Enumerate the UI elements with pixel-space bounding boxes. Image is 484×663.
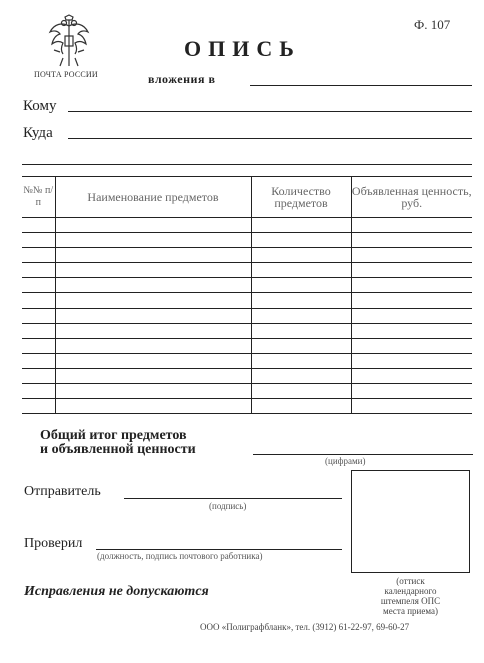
- table-row: [22, 323, 472, 338]
- total-field[interactable]: [253, 454, 473, 455]
- table-row: [22, 308, 472, 323]
- cell-quantity[interactable]: [251, 278, 351, 293]
- sender-label: Отправитель: [24, 484, 101, 499]
- stamp-caption-line-1: (оттиск: [396, 576, 425, 586]
- cell-item-name[interactable]: [55, 338, 251, 353]
- cell-declared-value[interactable]: [351, 233, 472, 248]
- checked-caption: (должность, подпись почтового работника): [97, 551, 263, 561]
- table-row: [22, 218, 472, 233]
- cell-declared-value[interactable]: [351, 293, 472, 308]
- table-header-row: [22, 177, 472, 218]
- cell-item-name[interactable]: [55, 308, 251, 323]
- cell-declared-value[interactable]: [351, 248, 472, 263]
- russia-double-headed-eagle-icon: [44, 14, 94, 68]
- cell-number[interactable]: [22, 323, 55, 338]
- cell-quantity[interactable]: [251, 263, 351, 278]
- sender-caption: (подпись): [209, 501, 247, 511]
- cell-item-name[interactable]: [55, 384, 251, 399]
- table-row: [22, 278, 472, 293]
- cell-quantity[interactable]: [251, 338, 351, 353]
- stamp-caption: [351, 576, 470, 616]
- stamp-caption-line-3: штемпеля ОПС: [380, 596, 441, 606]
- cell-item-name[interactable]: [55, 293, 251, 308]
- printer-credit: ООО «Полиграфбланк», тел. (3912) 61-22-97, 69-60-27: [200, 622, 410, 632]
- page-title: ОПИСЬ: [184, 36, 301, 61]
- cell-item-name[interactable]: [55, 368, 251, 383]
- cell-item-name[interactable]: [55, 263, 251, 278]
- cell-declared-value[interactable]: [351, 218, 472, 233]
- table-row: [22, 293, 472, 308]
- cell-number[interactable]: [22, 353, 55, 368]
- table-row: [22, 248, 472, 263]
- cell-number[interactable]: [22, 278, 55, 293]
- table-row: [22, 353, 472, 368]
- cell-declared-value[interactable]: [351, 323, 472, 338]
- cell-number[interactable]: [22, 384, 55, 399]
- post-label: ПОЧТА РОССИИ: [34, 70, 98, 79]
- table-row: [22, 338, 472, 353]
- where-field-line-2[interactable]: [22, 164, 472, 165]
- total-caption: (цифрами): [325, 456, 366, 466]
- cell-quantity[interactable]: [251, 368, 351, 383]
- total-label-line-2: и объявленной ценности: [40, 442, 196, 457]
- cell-number[interactable]: [22, 368, 55, 383]
- cell-number[interactable]: [22, 218, 55, 233]
- column-header-declared-value: Объявленная ценность, руб.: [351, 177, 472, 218]
- total-label-line-1: Общий итог предметов: [40, 428, 187, 443]
- cell-item-name[interactable]: [55, 353, 251, 368]
- cell-declared-value[interactable]: [351, 368, 472, 383]
- cell-number[interactable]: [22, 338, 55, 353]
- total-label: [40, 429, 196, 457]
- cell-declared-value[interactable]: [351, 278, 472, 293]
- cell-quantity[interactable]: [251, 233, 351, 248]
- table-row: [22, 384, 472, 399]
- table-row: [22, 233, 472, 248]
- table-row: [22, 399, 472, 414]
- where-field[interactable]: [68, 138, 472, 139]
- cell-quantity[interactable]: [251, 308, 351, 323]
- cell-declared-value[interactable]: [351, 338, 472, 353]
- cell-declared-value[interactable]: [351, 353, 472, 368]
- cell-item-name[interactable]: [55, 233, 251, 248]
- to-label: Кому: [23, 98, 57, 114]
- to-field[interactable]: [68, 111, 472, 112]
- cell-quantity[interactable]: [251, 384, 351, 399]
- cell-item-name[interactable]: [55, 323, 251, 338]
- inventory-table: [22, 176, 472, 414]
- column-header-item-name: Наименование предметов: [55, 177, 251, 218]
- cell-declared-value[interactable]: [351, 384, 472, 399]
- postmark-stamp-box: [351, 470, 470, 573]
- cell-quantity[interactable]: [251, 399, 351, 414]
- where-label: Куда: [23, 125, 53, 141]
- cell-quantity[interactable]: [251, 353, 351, 368]
- cell-number[interactable]: [22, 263, 55, 278]
- checked-signature-field[interactable]: [96, 549, 342, 550]
- column-header-number: №№ п/п: [22, 177, 55, 218]
- sender-signature-field[interactable]: [124, 498, 342, 499]
- cell-number[interactable]: [22, 248, 55, 263]
- cell-item-name[interactable]: [55, 248, 251, 263]
- cell-item-name[interactable]: [55, 218, 251, 233]
- stamp-caption-line-2: календарного: [384, 586, 437, 596]
- cell-number[interactable]: [22, 233, 55, 248]
- cell-number[interactable]: [22, 308, 55, 323]
- checked-label: Проверил: [24, 536, 83, 551]
- column-header-quantity: Количество предметов: [251, 177, 351, 218]
- cell-number[interactable]: [22, 293, 55, 308]
- cell-number[interactable]: [22, 399, 55, 414]
- cell-declared-value[interactable]: [351, 263, 472, 278]
- cell-quantity[interactable]: [251, 323, 351, 338]
- page-subtitle: вложения в: [148, 72, 216, 86]
- cell-declared-value[interactable]: [351, 308, 472, 323]
- cell-declared-value[interactable]: [351, 399, 472, 414]
- cell-quantity[interactable]: [251, 218, 351, 233]
- table-row: [22, 368, 472, 383]
- form-number: Ф. 107: [414, 17, 451, 32]
- subtitle-fill-line[interactable]: [250, 85, 472, 86]
- cell-item-name[interactable]: [55, 399, 251, 414]
- stamp-caption-line-4: места приема): [383, 606, 438, 616]
- cell-quantity[interactable]: [251, 248, 351, 263]
- corrections-warning: Исправления не допускаются: [24, 584, 209, 599]
- cell-item-name[interactable]: [55, 278, 251, 293]
- cell-quantity[interactable]: [251, 293, 351, 308]
- table-row: [22, 263, 472, 278]
